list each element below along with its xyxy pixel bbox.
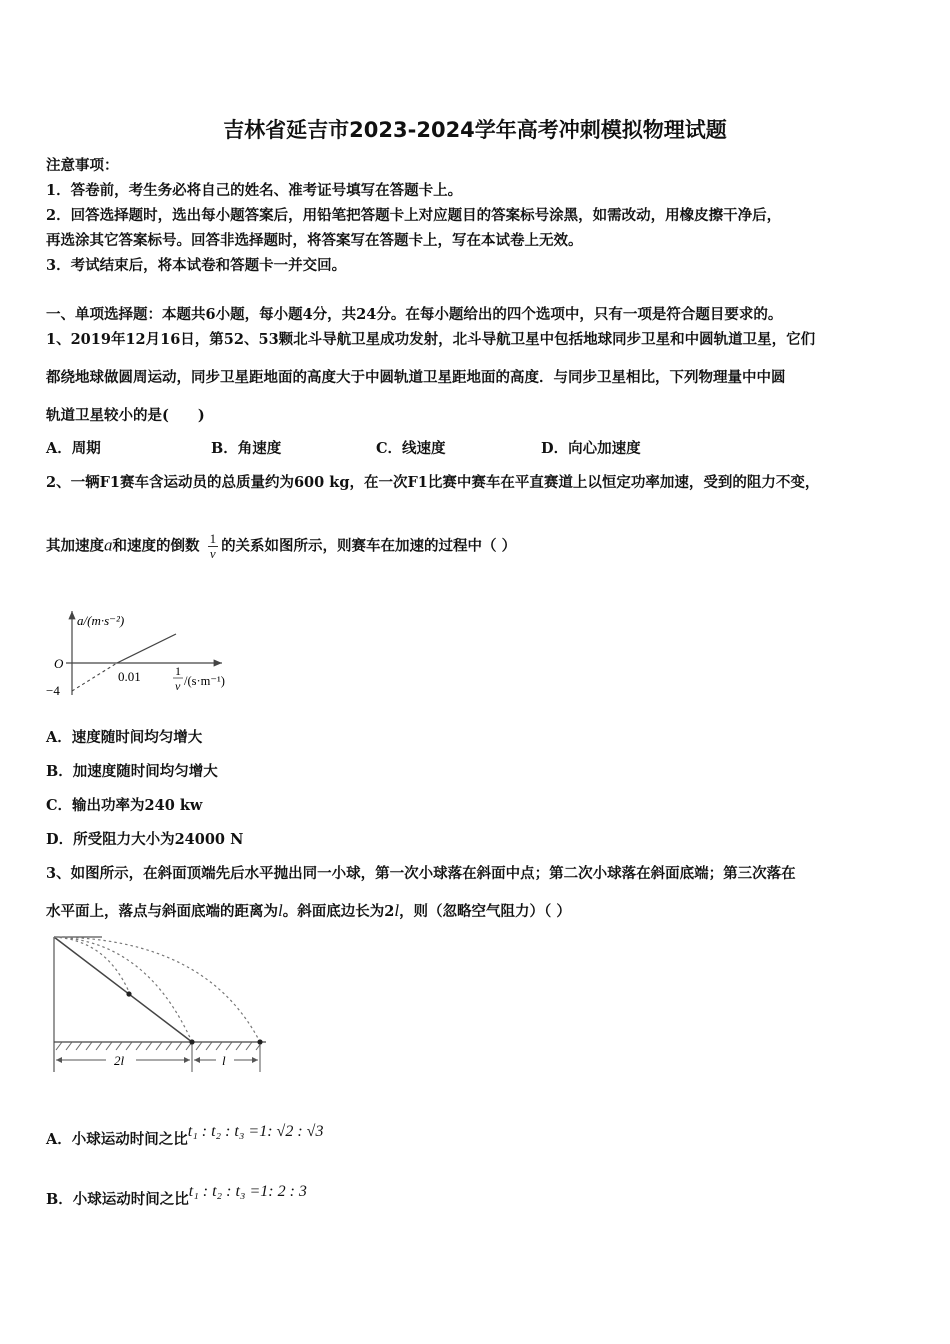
q1-line-3: 轨道卫星较小的是( ) bbox=[46, 407, 205, 424]
q3-var-l: l bbox=[278, 901, 283, 920]
q3-option-b-text: B．小球运动时间之比 bbox=[46, 1191, 189, 1208]
dim-arrow-1 bbox=[56, 1057, 62, 1063]
q1-option-b: B．角速度 bbox=[211, 440, 282, 457]
q3-line-2-post: ，则（忽略空气阻力）（ ） bbox=[399, 903, 571, 920]
x-axis-label-unit: /(s·m⁻¹) bbox=[184, 674, 225, 688]
landing-point-2 bbox=[189, 1039, 194, 1044]
landing-point-1 bbox=[126, 991, 131, 996]
q2-line-2 bbox=[46, 532, 516, 561]
x-axis-label-den: v bbox=[175, 679, 181, 693]
q3-line-2-pre: 水平面上，落点与斜面底端的距离为 bbox=[46, 903, 278, 920]
q3-line-1: 3、如图所示，在斜面顶端先后水平抛出同一小球，第一次小球落在斜面中点；第二次小球落在斜面底端；第三次落在 bbox=[46, 865, 796, 882]
notice-item-3: 3．考试结束后，将本试卷和答题卡一并交回。 bbox=[46, 257, 347, 274]
graph-line bbox=[117, 634, 176, 663]
q2-fraction-num: 1 bbox=[209, 531, 217, 546]
origin-label: O bbox=[54, 656, 64, 671]
q3-line-2-mid: 。斜面底边长为2 bbox=[282, 903, 395, 920]
y-intercept-label: −4 bbox=[46, 683, 60, 698]
q1-option-a: A．周期 bbox=[46, 440, 101, 457]
dim-arrow-2 bbox=[184, 1057, 190, 1063]
notice-item-2: 2．回答选择题时，选出每小题答案后，用铅笔把答题卡上对应题目的答案标号涂黑，如需改动，用橡皮擦干净后， bbox=[46, 207, 782, 224]
q2-option-c: C．输出功率为240 kw bbox=[46, 797, 203, 814]
q3-option-b bbox=[46, 1183, 307, 1209]
notice-item-1: 1．答卷前，考生务必将自己的姓名、准考证号填写在答题卡上。 bbox=[46, 182, 463, 199]
ground-hatching bbox=[56, 1042, 262, 1050]
base-length-label: 2l bbox=[114, 1053, 125, 1068]
incline-slope bbox=[54, 937, 192, 1042]
extension-length-label: l bbox=[222, 1053, 226, 1068]
q2-line-2-pre: 其加速度 bbox=[46, 537, 104, 555]
q2-fraction bbox=[208, 532, 219, 561]
q2-option-b: B．加速度随时间均匀增大 bbox=[46, 763, 218, 780]
dim-arrow-4 bbox=[252, 1057, 258, 1063]
q1-option-d: D．向心加速度 bbox=[541, 440, 641, 457]
q2-line-2-post: 的关系如图所示，则赛车在加速的过程中（ ） bbox=[221, 537, 517, 555]
page-title: 吉林省延吉市2023-2024学年高考冲刺模拟物理试题 bbox=[223, 118, 727, 142]
x-intercept-label: 0.01 bbox=[118, 669, 141, 684]
x-axis-label-num: 1 bbox=[175, 664, 181, 678]
q3-incline-figure bbox=[46, 932, 276, 1077]
y-axis-label: a/(m·s⁻²) bbox=[77, 613, 125, 628]
q2-option-d: D．所受阻力大小为24000 N bbox=[46, 831, 244, 848]
q2-line-1: 2、一辆F1赛车含运动员的总质量约为600 kg，在一次F1比赛中赛车在平直赛道上以恒定功率加速，受到的阻力不变， bbox=[46, 474, 820, 491]
notice-item-2-cont: 再选涂其它答案标号。回答非选择题时，将答案写在答题卡上，写在本试卷上无效。 bbox=[46, 232, 583, 249]
q1-option-c: C．线速度 bbox=[376, 440, 446, 457]
q3-var-l-2: l bbox=[394, 901, 400, 920]
landing-point-3 bbox=[257, 1039, 262, 1044]
q3-option-a bbox=[46, 1123, 324, 1149]
q2-var-a: a bbox=[104, 535, 113, 555]
graph-extrapolated-line bbox=[72, 663, 117, 691]
q2-option-a: A．速度随时间均匀增大 bbox=[46, 729, 203, 746]
q1-line-2: 都绕地球做圆周运动，同步卫星距地面的高度大于中圆轨道卫星距地面的高度．与同步卫星相比，下列物理量中中圆 bbox=[46, 369, 786, 386]
q3-option-a-text: A．小球运动时间之比 bbox=[46, 1131, 188, 1148]
q3-line-2 bbox=[46, 900, 571, 921]
q2-graph bbox=[44, 605, 254, 701]
section-heading: 一、单项选择题：本题共6小题，每小题4分，共24分。在每小题给出的四个选项中，只有一项是符合题目要求的。 bbox=[46, 306, 783, 323]
q3-option-a-formula: t₁ : t₂ : t₃ =1: √2 : √3 bbox=[187, 1123, 324, 1140]
q2-fraction-den: v bbox=[209, 546, 216, 561]
q1-line-1: 1、2019年12月16日，第52、53颗北斗导航卫星成功发射，北斗导航卫星中包括地球同步卫星和中圆轨道卫星，它们 bbox=[46, 331, 816, 348]
notice-heading: 注意事项： bbox=[46, 157, 119, 174]
trajectory-3 bbox=[54, 937, 260, 1042]
q3-option-b-formula: t₁ : t₂ : t₃ =1: 2 : 3 bbox=[188, 1183, 307, 1200]
dim-arrow-3 bbox=[194, 1057, 200, 1063]
q2-line-2-mid: 和速度的倒数 bbox=[112, 537, 200, 555]
